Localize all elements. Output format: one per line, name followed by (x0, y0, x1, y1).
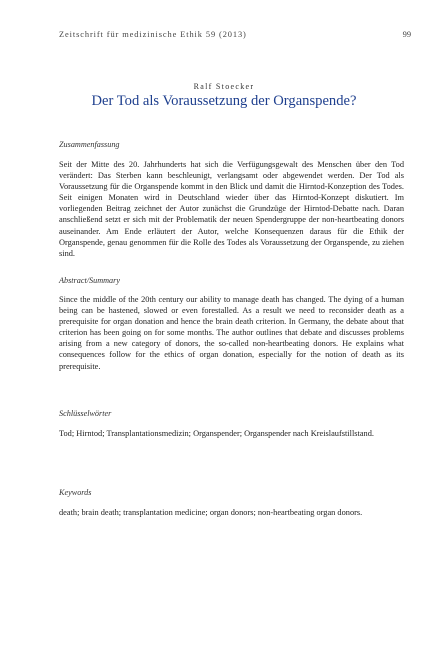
schlusselworter-heading: Schlüsselwörter (59, 409, 112, 418)
zusammenfassung-text: Seit der Mitte des 20. Jahrhunderts hat sich die Verfügungsgewalt des Menschen über den Tod verändert: Das Sterben kann beschleunigt, verlangsamt oder abgewendet werden. Der Tod als Voraussetzung für die Organspende kommt in den Blick und damit die Hirntod-Konzeption des Todes. Seit einigen Monaten wird in Deutschland wieder über das Hirntod-Konzept diskutiert. Im vorliegenden Beitrag zeichnet der Autor zunächst die Grundzüge der Hirntod-Debatte nach. Daran anschließend setzt er sich mit der Problematik der neuen Spendergruppe der non-heartbeating donors auseinander. Am Ende erläutert der Autor, welche Konsequenzen daraus für die Ethik der Organspende, genau genommen für die Rolle des Todes als Voraussetzung der Organspende, zu ziehen sind. (59, 160, 404, 258)
schlusselworter-text: Tod; Hirntod; Transplantationsmedizin; Organspender; Organspender nach Kreislaufstillstand. (59, 429, 374, 438)
running-head: Zeitschrift für medizinische Ethik 59 (2013) (59, 30, 247, 39)
keywords-heading: Keywords (59, 488, 92, 497)
author-name: Ralf Stoecker (193, 82, 255, 91)
article-title: Der Tod als Voraussetzung der Organspende? (91, 93, 357, 109)
keywords-text: death; brain death; transplantation medicine; organ donors; non-heartbeating organ donors. (59, 508, 363, 517)
abstract-heading: Abstract/Summary (59, 276, 120, 285)
abstract-text: Since the middle of the 20th century our ability to manage death has changed. The dying of a human being can be hastened, slowed or even forestalled. As a result we need to reconsider death as a prerequisite for organ donation and hence the brain death criterion. In Germany, the debate about that criterion has been going on for some months. The author outlines that debate and discusses problems arising from a new category of donors, the so-called non-heartbeating donors. He explains what consequences follow for the ethics of organ donation, especially for the notion of death as its prerequisite. (59, 295, 404, 371)
page-number: 99 (402, 30, 411, 39)
zusammenfassung-heading: Zusammenfassung (59, 140, 120, 149)
